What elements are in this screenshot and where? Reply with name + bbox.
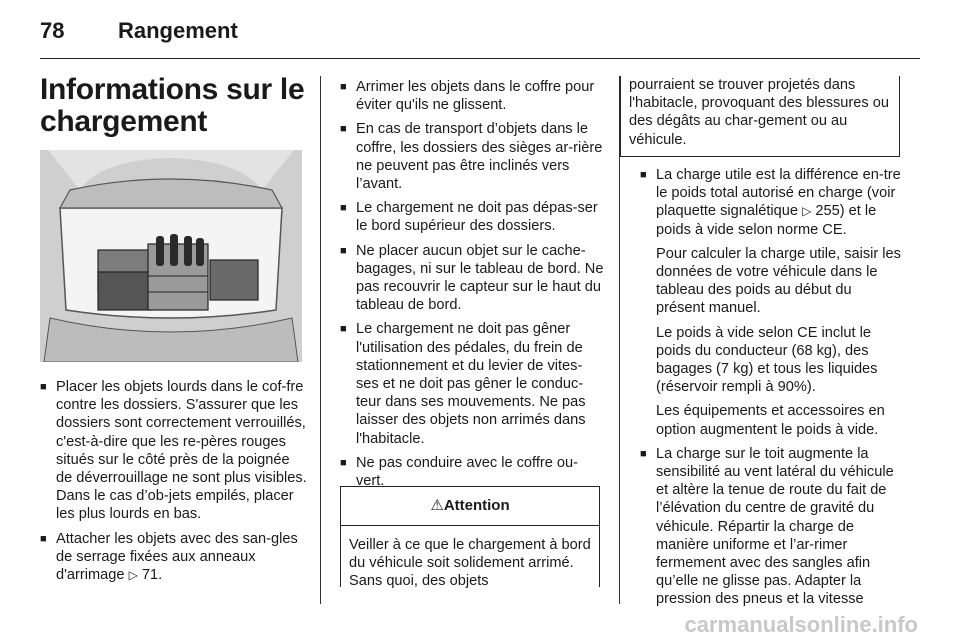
- car-trunk-icon: [40, 150, 302, 362]
- watermark: carmanualsonline.info: [684, 612, 918, 637]
- list-item: ■ La charge sur le toit augmente la sensibilité au vent latéral du véhicule et altère la tenue de route du fait de l’élévation du centre de gravité du véhicule. Répartir la charge de manière uniforme et l’ar-rimer fermement avec des sangles afin qu’elle ne glisse pas. Adapter la pression des pneus et la vitesse: [640, 445, 902, 609]
- paragraph: Le poids à vide selon CE inclut le poids du conducteur (68 kg), des bagages (7 kg) et tous les liquides (réservoir rempli à 90%).: [656, 324, 878, 396]
- paragraph: Pour calculer la charge utile, saisir les données de votre véhicule dans le tableau des poids au début du présent manuel.: [656, 245, 901, 317]
- column-1: [40, 378, 308, 590]
- car-trunk-illustration: [40, 150, 302, 362]
- column-2: [340, 78, 604, 496]
- paragraph: Les équipements et accessoires en option augmentent le poids à vide.: [656, 403, 885, 438]
- column-3: [640, 166, 902, 615]
- page-ref-arrow-icon: ▷: [802, 204, 812, 219]
- list-item: ■ Placer les objets lourds dans le cof-fre contre les dossiers. S'assurer que les dossiers sont correctement verrouillés, c'est-à-dire que les re-pères rouges situés sur le côté près de la poignée de déverrouillage ne sont plus visibles. Dans le cas d’ob-jets empilés, placer les plus lourds en bas.: [40, 378, 308, 524]
- list-item: ■ La charge utile est la différence en-tre le poids total autorisé en charge (voir plaquette signalétique ▷ 255) et le poids à vide selon norme CE.: [640, 166, 902, 239]
- page-number: 78: [40, 18, 65, 43]
- warning-text-continued: pourraient se trouver projetés dans l'habitacle, provoquant des blessures ou des dégâts au char-gement ou au véhicule.: [629, 77, 889, 148]
- warning-box-continued: [620, 76, 900, 157]
- list-item: ■ Ne placer aucun objet sur le cache-bagages, ni sur le tableau de bord. Ne pas recouvrir le capteur sur le haut du tableau de bord.: [340, 242, 604, 315]
- page-ref[interactable]: 71.: [141, 567, 163, 584]
- warning-triangle-icon: ⚠: [430, 497, 444, 514]
- page-ref[interactable]: 255): [815, 203, 845, 220]
- page-header: [40, 18, 920, 58]
- warning-box: [340, 486, 600, 590]
- page-ref-arrow-icon: ▷: [128, 568, 138, 583]
- section-title: Rangement: [118, 18, 238, 43]
- warning-heading: ⚠Attention: [341, 487, 599, 526]
- list-item: ■ Ne pas conduire avec le coffre ou-vert.: [340, 454, 604, 490]
- warning-text: Veiller à ce que le chargement à bord du véhicule soit solidement arrimé. Sans quoi, des objets: [349, 537, 591, 590]
- list-item: ■ Le chargement ne doit pas dépas-ser le bord supérieur des dossiers.: [340, 199, 604, 235]
- header-rule: [40, 58, 920, 59]
- list-item: ■ En cas de transport d’objets dans le coffre, les dossiers des sièges ar-rière ne peuvent pas être inclinés vers l’avant.: [340, 120, 604, 193]
- list-item: ■ Attacher les objets avec des san-gles de serrage fixées aux anneaux d'arrimage ▷ 71.: [40, 530, 308, 585]
- page-title: Informations sur le chargement: [40, 73, 305, 138]
- list-item: ■ Le chargement ne doit pas gêner l'utilisation des pédales, du frein de stationnement et du levier de vites-ses et ne doit pas gêner le conduc-teur dans ses mouvements. Ne pas laisser des objets non arrimés dans l'habitacle.: [340, 320, 604, 447]
- column-divider-1: [320, 76, 321, 604]
- list-item: ■ Arrimer les objets dans le coffre pour éviter qu'ils ne glissent.: [340, 78, 604, 114]
